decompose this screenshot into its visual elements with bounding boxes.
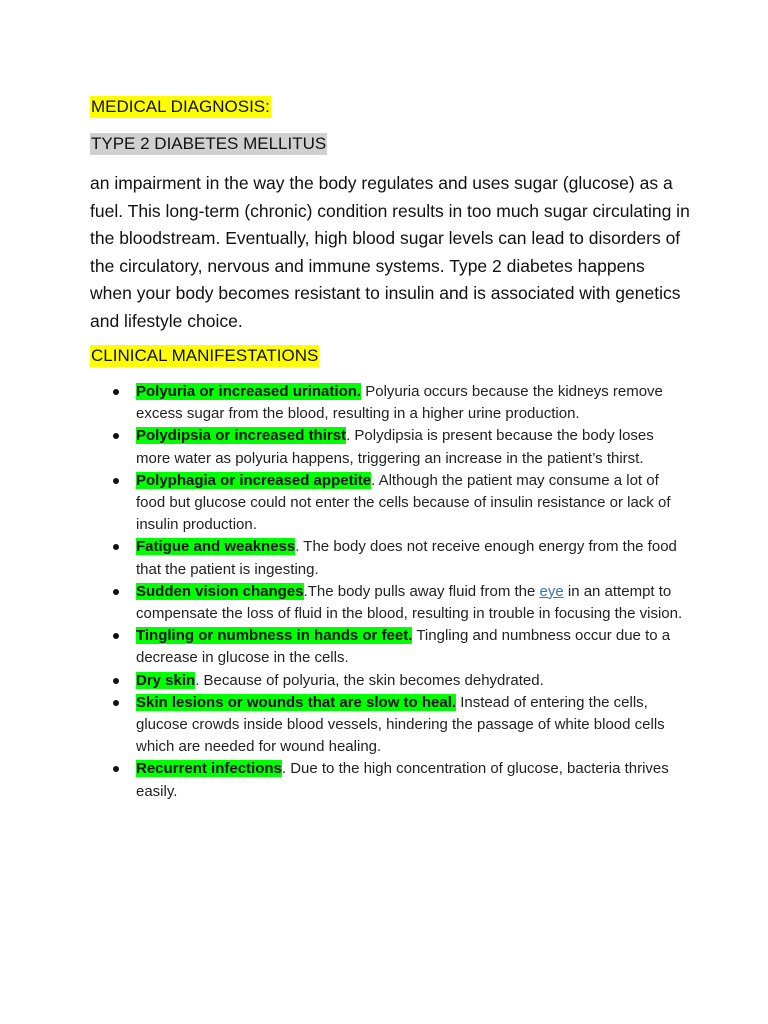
item-text: Polyuria occurs because the kidneys remove excess sugar from the blood, resulting in a higher urine production. (136, 383, 663, 423)
bullet-icon (113, 700, 119, 706)
bullet-icon (113, 633, 119, 639)
bullet-icon (113, 544, 119, 550)
item-text: . Polydipsia is present because the body loses more water as polyuria happens, triggering an increase in the patient’s thirst. (136, 427, 654, 467)
term-highlight: Polydipsia or increased thirst (136, 427, 347, 445)
item-text: Instead of entering the cells, glucose crowds inside blood vessels, hindering the passage of white blood cells which are needed for wound healing. (136, 693, 665, 756)
bullet-icon (113, 766, 119, 772)
term-highlight: Dry skin (136, 671, 196, 689)
bullet-icon (113, 389, 119, 395)
bullet-icon (113, 678, 119, 684)
bullet-icon (113, 478, 119, 484)
term-highlight: Tingling or numbness in hands or feet. (136, 627, 413, 645)
list-item (0, 670, 768, 692)
list-item (0, 381, 768, 425)
list-item (0, 581, 768, 625)
list-item (0, 425, 768, 469)
medical-diagnosis-heading: MEDICAL DIAGNOSIS: (91, 97, 270, 116)
term-highlight: Fatigue and weakness (136, 538, 296, 556)
term-highlight: Recurrent infections (136, 760, 282, 778)
item-text: . Because of polyuria, the skin becomes dehydrated. (195, 671, 544, 689)
item-text-after: in an attempt to compensate the loss of fluid in the blood, resulting in trouble in focusing the vision. (136, 582, 683, 623)
manifestations-list (0, 381, 768, 803)
item-text: . Although the patient may consume a lot of food but glucose could not enter the cells because of insulin resistance or lack of insulin production. (136, 471, 671, 534)
item-text: . The body does not receive enough energy from the food that the patient is ingesting. (136, 538, 677, 578)
list-item (0, 536, 768, 580)
item-text: . Due to the high concentration of glucose, bacteria thrives easily. (136, 760, 669, 800)
condition-heading: TYPE 2 DIABETES MELLITUS (91, 134, 327, 153)
bullet-icon (113, 433, 119, 439)
list-item (0, 758, 768, 802)
term-highlight: Skin lesions or wounds that are slow to heal. (136, 693, 457, 711)
item-text: Tingling and numbness occur due to a decrease in glucose in the cells. (136, 627, 671, 667)
bullet-icon (113, 589, 119, 595)
list-item (0, 692, 768, 759)
list-item (0, 625, 768, 669)
clinical-manifestations-heading: CLINICAL MANIFESTATIONS (91, 346, 319, 365)
eye-link[interactable]: eye (539, 582, 564, 600)
term-highlight: Polyuria or increased urination. (136, 383, 362, 400)
item-text: .The body pulls away fluid from the (303, 582, 540, 600)
list-item (0, 470, 768, 537)
intro-paragraph: an impairment in the way the body regulates and uses sugar (glucose) as a fuel. This long-term (chronic) condition results in too much sugar circulating in the bloodstream. Eventually, high blood sugar levels can lead to disorders of the circulatory, nervous and immune systems. Type 2 diabetes happens when your body becomes resistant to insulin and is associated with genetics and lifestyle choice. (90, 173, 690, 331)
term-highlight: Sudden vision changes (136, 582, 304, 600)
term-highlight: Polyphagia or increased appetite (136, 471, 372, 489)
